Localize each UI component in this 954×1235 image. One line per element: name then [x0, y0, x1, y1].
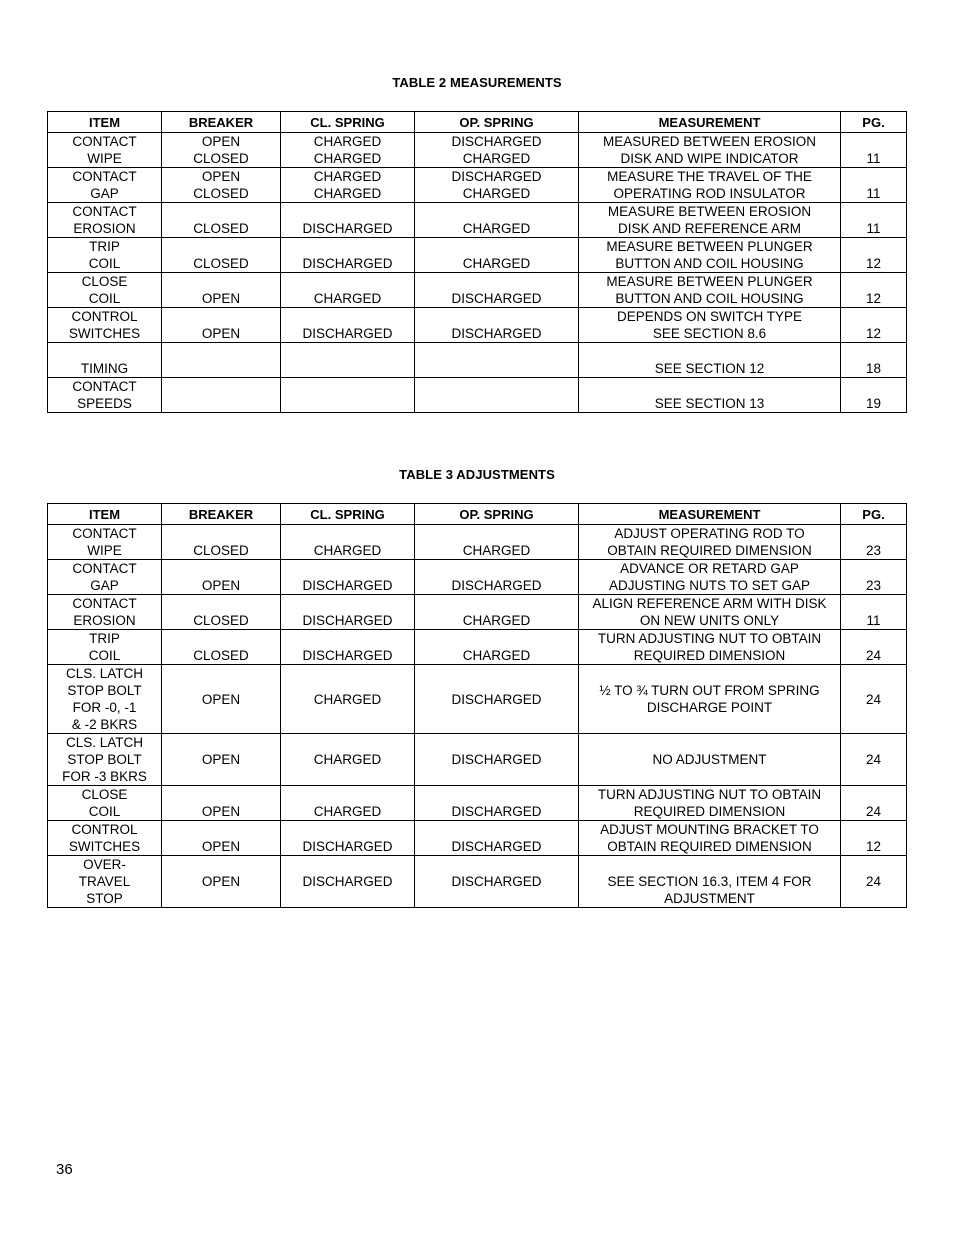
cell-measurement: ADJUST OPERATING ROD TO OBTAIN REQUIRED DIMENSION: [579, 525, 841, 560]
cell-breaker: OPEN: [162, 786, 281, 821]
cell-cl-spring: DISCHARGED: [281, 203, 415, 238]
cell-op-spring: DISCHARGED: [415, 665, 579, 734]
table-row: [48, 821, 907, 856]
cell-item: CONTACT EROSION: [48, 595, 162, 630]
cell-breaker: OPEN: [162, 560, 281, 595]
cell-breaker: CLOSED: [162, 203, 281, 238]
header-cl-spring: CL. SPRING: [281, 112, 415, 133]
cell-measurement: ADJUST MOUNTING BRACKET TO OBTAIN REQUIRED DIMENSION: [579, 821, 841, 856]
cell-measurement: ½ TO ¾ TURN OUT FROM SPRING DISCHARGE POINT: [579, 665, 841, 734]
cell-cl-spring: CHARGED: [281, 786, 415, 821]
table-row: [48, 560, 907, 595]
table-header-row: [48, 112, 907, 133]
cell-op-spring: CHARGED: [415, 525, 579, 560]
cell-measurement: SEE SECTION 12: [579, 343, 841, 378]
cell-measurement: MEASURE BETWEEN EROSION DISK AND REFERENCE ARM: [579, 203, 841, 238]
cell-item: CLS. LATCH STOP BOLT FOR -0, -1 & -2 BKRS: [48, 665, 162, 734]
cell-measurement: MEASURE BETWEEN PLUNGER BUTTON AND COIL HOUSING: [579, 273, 841, 308]
cell-item: CONTACT WIPE: [48, 133, 162, 168]
cell-pg: 11: [841, 595, 907, 630]
cell-breaker: OPEN CLOSED: [162, 133, 281, 168]
cell-cl-spring: DISCHARGED: [281, 821, 415, 856]
cell-pg: 11: [841, 168, 907, 203]
cell-op-spring: [415, 343, 579, 378]
cell-cl-spring: CHARGED: [281, 665, 415, 734]
table-row: [48, 786, 907, 821]
table-row: [48, 377, 907, 412]
cell-item: CONTROL SWITCHES: [48, 308, 162, 343]
cell-op-spring: DISCHARGED: [415, 786, 579, 821]
header-item: ITEM: [48, 504, 162, 525]
cell-op-spring: [415, 377, 579, 412]
cell-cl-spring: DISCHARGED: [281, 560, 415, 595]
cell-cl-spring: [281, 377, 415, 412]
cell-op-spring: DISCHARGED: [415, 308, 579, 343]
header-measurement: MEASUREMENT: [579, 504, 841, 525]
table-row: [48, 525, 907, 560]
cell-measurement: MEASURED BETWEEN EROSION DISK AND WIPE INDICATOR: [579, 133, 841, 168]
cell-op-spring: DISCHARGED CHARGED: [415, 133, 579, 168]
cell-op-spring: CHARGED: [415, 203, 579, 238]
cell-measurement: MEASURE BETWEEN PLUNGER BUTTON AND COIL HOUSING: [579, 238, 841, 273]
cell-pg: 12: [841, 238, 907, 273]
header-op-spring: OP. SPRING: [415, 504, 579, 525]
cell-measurement: ALIGN REFERENCE ARM WITH DISK ON NEW UNITS ONLY: [579, 595, 841, 630]
table-row: [48, 595, 907, 630]
cell-item: TRIP COIL: [48, 238, 162, 273]
cell-item: CONTACT SPEEDS: [48, 377, 162, 412]
table-row: [48, 856, 907, 908]
cell-item: TRIP COIL: [48, 630, 162, 665]
cell-breaker: OPEN: [162, 734, 281, 786]
header-breaker: BREAKER: [162, 504, 281, 525]
cell-pg: 18: [841, 343, 907, 378]
page-number: 36: [56, 1161, 73, 1178]
table-row: [48, 203, 907, 238]
cell-cl-spring: DISCHARGED: [281, 308, 415, 343]
header-pg: PG.: [841, 504, 907, 525]
cell-measurement: TURN ADJUSTING NUT TO OBTAIN REQUIRED DIMENSION: [579, 786, 841, 821]
cell-pg: 12: [841, 821, 907, 856]
cell-breaker: CLOSED: [162, 238, 281, 273]
table-row: [48, 273, 907, 308]
cell-item: CLOSE COIL: [48, 786, 162, 821]
cell-cl-spring: CHARGED CHARGED: [281, 133, 415, 168]
cell-item: TIMING: [48, 343, 162, 378]
cell-item: OVER- TRAVEL STOP: [48, 856, 162, 908]
table-row: [48, 343, 907, 378]
cell-item: CONTACT EROSION: [48, 203, 162, 238]
cell-cl-spring: CHARGED: [281, 525, 415, 560]
cell-breaker: OPEN: [162, 665, 281, 734]
cell-breaker: [162, 377, 281, 412]
table3-title: TABLE 3 ADJUSTMENTS: [399, 467, 555, 482]
table2-title: TABLE 2 MEASUREMENTS: [392, 75, 562, 90]
cell-item: CONTROL SWITCHES: [48, 821, 162, 856]
cell-item: CONTACT GAP: [48, 560, 162, 595]
cell-breaker: OPEN: [162, 308, 281, 343]
cell-pg: 23: [841, 560, 907, 595]
cell-measurement: NO ADJUSTMENT: [579, 734, 841, 786]
cell-cl-spring: [281, 343, 415, 378]
cell-breaker: OPEN CLOSED: [162, 168, 281, 203]
table-row: [48, 133, 907, 168]
cell-breaker: CLOSED: [162, 595, 281, 630]
cell-measurement: MEASURE THE TRAVEL OF THE OPERATING ROD INSULATOR: [579, 168, 841, 203]
cell-cl-spring: CHARGED: [281, 273, 415, 308]
cell-pg: 23: [841, 525, 907, 560]
cell-measurement: SEE SECTION 13: [579, 377, 841, 412]
cell-breaker: [162, 343, 281, 378]
cell-item: CONTACT WIPE: [48, 525, 162, 560]
cell-op-spring: DISCHARGED: [415, 273, 579, 308]
header-cl-spring: CL. SPRING: [281, 504, 415, 525]
cell-pg: 24: [841, 734, 907, 786]
cell-cl-spring: DISCHARGED: [281, 630, 415, 665]
cell-item: CLOSE COIL: [48, 273, 162, 308]
cell-pg: 24: [841, 786, 907, 821]
cell-op-spring: DISCHARGED: [415, 560, 579, 595]
cell-pg: 19: [841, 377, 907, 412]
adjustments-table: [47, 503, 907, 908]
table-row: [48, 665, 907, 734]
cell-op-spring: DISCHARGED: [415, 734, 579, 786]
table-row: [48, 630, 907, 665]
cell-breaker: OPEN: [162, 856, 281, 908]
cell-cl-spring: DISCHARGED: [281, 238, 415, 273]
cell-op-spring: CHARGED: [415, 595, 579, 630]
header-measurement: MEASUREMENT: [579, 112, 841, 133]
cell-item: CLS. LATCH STOP BOLT FOR -3 BKRS: [48, 734, 162, 786]
header-item: ITEM: [48, 112, 162, 133]
cell-measurement: TURN ADJUSTING NUT TO OBTAIN REQUIRED DIMENSION: [579, 630, 841, 665]
measurements-table: [47, 111, 907, 413]
cell-op-spring: CHARGED: [415, 238, 579, 273]
cell-op-spring: DISCHARGED: [415, 821, 579, 856]
cell-breaker: CLOSED: [162, 525, 281, 560]
cell-pg: 24: [841, 665, 907, 734]
header-breaker: BREAKER: [162, 112, 281, 133]
table-row: [48, 308, 907, 343]
table-row: [48, 238, 907, 273]
header-op-spring: OP. SPRING: [415, 112, 579, 133]
cell-breaker: OPEN: [162, 821, 281, 856]
cell-pg: 24: [841, 856, 907, 908]
cell-op-spring: CHARGED: [415, 630, 579, 665]
cell-cl-spring: CHARGED CHARGED: [281, 168, 415, 203]
cell-pg: 11: [841, 203, 907, 238]
cell-cl-spring: CHARGED: [281, 734, 415, 786]
cell-op-spring: DISCHARGED CHARGED: [415, 168, 579, 203]
cell-pg: 24: [841, 630, 907, 665]
cell-item: CONTACT GAP: [48, 168, 162, 203]
cell-cl-spring: DISCHARGED: [281, 856, 415, 908]
cell-cl-spring: DISCHARGED: [281, 595, 415, 630]
table-row: [48, 734, 907, 786]
cell-op-spring: DISCHARGED: [415, 856, 579, 908]
table-header-row: [48, 504, 907, 525]
cell-breaker: OPEN: [162, 273, 281, 308]
cell-pg: 12: [841, 273, 907, 308]
cell-breaker: CLOSED: [162, 630, 281, 665]
header-pg: PG.: [841, 112, 907, 133]
cell-pg: 12: [841, 308, 907, 343]
cell-measurement: ADVANCE OR RETARD GAP ADJUSTING NUTS TO SET GAP: [579, 560, 841, 595]
cell-measurement: DEPENDS ON SWITCH TYPE SEE SECTION 8.6: [579, 308, 841, 343]
cell-measurement: SEE SECTION 16.3, ITEM 4 FOR ADJUSTMENT: [579, 856, 841, 908]
table-row: [48, 168, 907, 203]
cell-pg: 11: [841, 133, 907, 168]
